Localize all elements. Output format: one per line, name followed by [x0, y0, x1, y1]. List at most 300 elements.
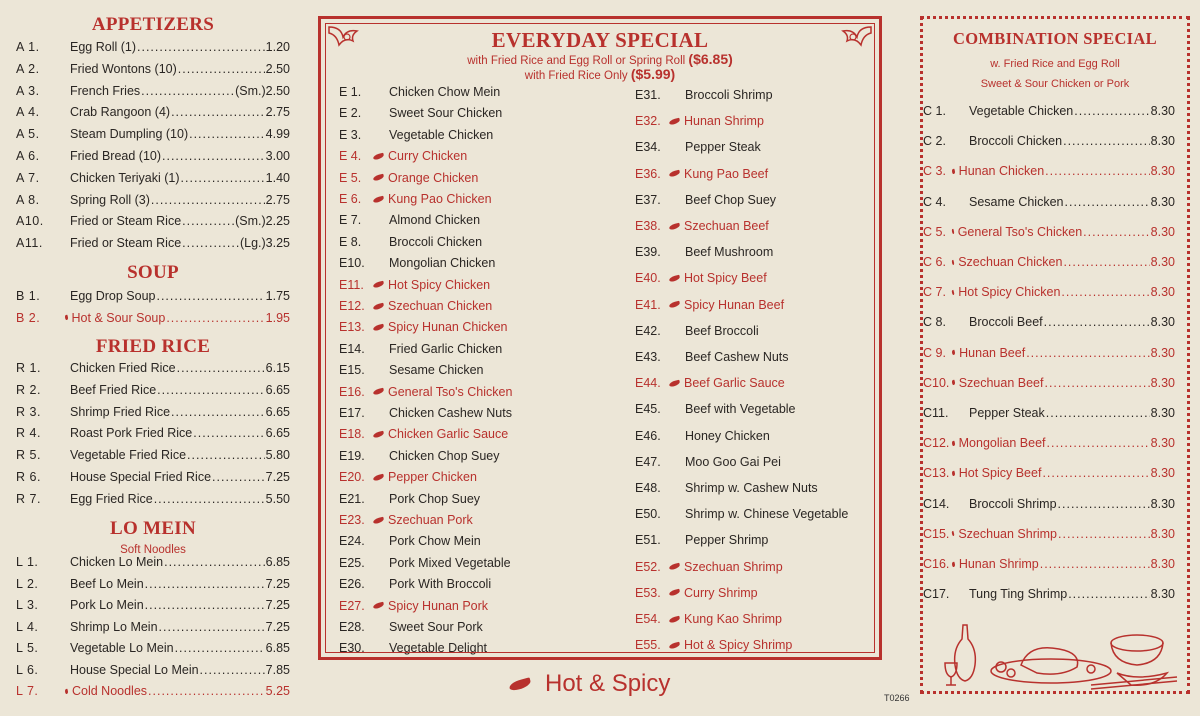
- item-name: Broccoli Shrimp: [969, 496, 1057, 511]
- chili-pepper-icon: [951, 380, 955, 386]
- item-name: Shrimp Fried Rice: [70, 404, 171, 419]
- item-code: C15.: [923, 526, 950, 541]
- item-code: R 2.: [16, 382, 41, 397]
- corner-ornament-icon: [825, 25, 873, 55]
- item-name: Beef Fried Rice: [70, 382, 157, 397]
- fried-rice-title: FRIED RICE: [95, 336, 211, 357]
- item-name: Szechuan Beef: [958, 375, 1044, 390]
- item-code: E34.: [635, 140, 661, 155]
- list-item: [16, 211, 290, 231]
- item-size: (Sm.): [235, 83, 266, 98]
- item-code: E31.: [635, 88, 661, 102]
- list-item: [16, 595, 290, 615]
- list-item: [16, 81, 290, 101]
- item-name: Egg Roll (1): [70, 40, 136, 54]
- item-code: A11.: [16, 236, 43, 251]
- chili-pepper-icon: [373, 152, 385, 160]
- item-name: Hunan Shrimp: [684, 114, 764, 129]
- list-item: [339, 168, 478, 188]
- chili-pepper-icon: [669, 301, 681, 309]
- item-name: Spring Roll (3): [70, 192, 150, 207]
- item-name: Hot Spicy Chicken: [958, 285, 1061, 300]
- list-item: [16, 423, 290, 443]
- item-code: E24.: [339, 534, 365, 549]
- item-code: C 6.: [923, 255, 946, 269]
- item-code: E38.: [635, 219, 661, 233]
- chili-pepper-icon: [64, 688, 68, 694]
- leader-dots: [162, 149, 265, 163]
- list-item: [339, 275, 490, 295]
- item-price: 2.25: [265, 214, 290, 229]
- item-code: C 1.: [923, 104, 946, 118]
- chili-pepper-icon: [64, 315, 68, 320]
- item-code: R 3.: [16, 404, 41, 419]
- leader-dots: [164, 555, 265, 569]
- item-price: 6.65: [265, 404, 290, 419]
- list-item: [339, 210, 480, 230]
- list-item: [339, 424, 508, 444]
- item-code: E20.: [339, 470, 365, 485]
- item-name: Spicy Hunan Chicken: [388, 320, 508, 335]
- everyday-special-line2: [321, 66, 879, 82]
- list-item: [16, 552, 290, 572]
- leader-dots: [154, 492, 265, 506]
- item-code: C10.: [923, 375, 950, 390]
- item-name: General Tso's Chicken: [388, 384, 513, 399]
- chili-pepper-icon: [951, 289, 954, 294]
- item-name: Broccoli Beef: [969, 315, 1043, 330]
- item-code: R 6.: [16, 470, 41, 484]
- item-name: Beef Chop Suey: [685, 192, 777, 207]
- list-item: [16, 102, 290, 122]
- chili-pepper-icon: [669, 641, 681, 649]
- list-item: [339, 446, 499, 466]
- leader-dots: [1045, 164, 1150, 178]
- item-name: Roast Pork Fried Rice: [70, 426, 193, 441]
- item-code: E25.: [339, 555, 365, 570]
- item-code: E44.: [635, 376, 661, 391]
- leader-dots: [137, 40, 265, 54]
- item-name: Fried Bread (10): [70, 149, 162, 163]
- item-code: E55.: [635, 638, 661, 653]
- item-name: Szechuan Chicken: [388, 299, 493, 313]
- list-item: [635, 478, 818, 498]
- item-name: Chicken Chop Suey: [389, 448, 500, 463]
- item-code: E18.: [339, 427, 365, 442]
- leader-dots: [189, 127, 265, 141]
- item-code: C13.: [923, 466, 950, 481]
- chili-pepper-icon: [669, 563, 681, 571]
- leader-dots: [1063, 134, 1150, 148]
- item-price: 6.65: [265, 426, 290, 441]
- item-name: Beef Broccoli: [685, 323, 759, 338]
- item-name: Egg Drop Soup: [70, 289, 156, 303]
- list-item: [635, 557, 783, 577]
- list-item: [16, 660, 290, 680]
- item-price: 6.65: [265, 382, 290, 397]
- chili-pepper-icon: [951, 169, 955, 175]
- list-item: [635, 268, 767, 288]
- leader-dots: [187, 448, 265, 462]
- item-code: A 7.: [16, 170, 40, 185]
- item-name: Pepper Chicken: [388, 470, 477, 485]
- item-price: 1.95: [265, 310, 290, 325]
- item-price: 5.50: [265, 491, 290, 506]
- item-price: 8.30: [1150, 526, 1175, 541]
- everyday-special-title: EVERYDAY SPECIAL: [491, 28, 709, 52]
- item-name: Tung Ting Shrimp: [969, 587, 1068, 602]
- item-name: Sweet Sour Pork: [389, 620, 483, 634]
- item-code: E32.: [635, 114, 661, 129]
- item-name: Hot Spicy Chicken: [388, 277, 491, 292]
- chili-pepper-icon: [951, 229, 954, 234]
- leader-dots: [1058, 497, 1150, 511]
- item-price: 6.85: [265, 555, 290, 569]
- item-price: 7.25: [265, 470, 290, 484]
- chili-pepper-icon: [669, 275, 681, 283]
- item-code: C14.: [923, 496, 950, 511]
- item-code: E43.: [635, 350, 661, 364]
- item-name: Egg Fried Rice: [70, 491, 153, 506]
- item-code: E45.: [635, 402, 661, 417]
- item-price: 7.25: [265, 598, 290, 612]
- list-item: [16, 617, 290, 637]
- leader-dots: [159, 620, 265, 634]
- item-name: Shrimp Lo Mein: [70, 619, 158, 634]
- list-item: [339, 125, 493, 145]
- item-code: L 1.: [16, 555, 39, 569]
- item-name: Pepper Shrimp: [685, 533, 769, 548]
- list-item: [16, 233, 290, 253]
- footer-code: T0266: [884, 693, 910, 703]
- list-item: [339, 617, 483, 637]
- item-name: Chicken Lo Mein: [70, 555, 164, 569]
- list-item: [635, 321, 759, 341]
- item-code: A 2.: [16, 61, 40, 76]
- item-name: Broccoli Shrimp: [685, 88, 773, 102]
- item-name: Chicken Chow Mein: [389, 85, 501, 99]
- item-code: E42.: [635, 323, 661, 338]
- item-code: C 9.: [923, 345, 946, 360]
- item-name: Vegetable Chicken: [389, 127, 494, 142]
- item-price: 6.15: [265, 361, 290, 375]
- item-code: E23.: [339, 513, 365, 527]
- item-code: C 2.: [923, 134, 946, 149]
- item-code: L 2.: [16, 576, 39, 591]
- leader-dots: [212, 470, 265, 484]
- chili-pepper-icon: [508, 677, 532, 691]
- item-name: Cold Noodles: [71, 684, 148, 698]
- combination-special-box: [920, 16, 1190, 694]
- list-item: [16, 190, 290, 210]
- item-name: Szechuan Shrimp: [958, 526, 1058, 541]
- item-code: A 4.: [16, 105, 40, 120]
- lo-mein-subtitle: Soft Noodles: [120, 544, 186, 556]
- list-item: [339, 339, 502, 359]
- item-code: E21.: [339, 491, 365, 506]
- item-price: 8.30: [1150, 466, 1175, 481]
- item-code: E50.: [635, 507, 661, 522]
- list-item: [923, 282, 1175, 302]
- list-item: [16, 59, 290, 79]
- chili-pepper-icon: [373, 281, 385, 289]
- item-code: E 4.: [339, 149, 362, 164]
- item-code: B 2.: [16, 310, 41, 325]
- leader-dots: [1063, 255, 1149, 269]
- item-name: Pork Chop Suey: [389, 491, 481, 506]
- list-item: [16, 380, 290, 400]
- item-name: Hot Spicy Beef: [958, 466, 1042, 481]
- item-code: C16.: [923, 557, 950, 571]
- leader-dots: [141, 84, 234, 98]
- chili-pepper-icon: [373, 324, 385, 332]
- list-item: [339, 531, 481, 551]
- item-name: Hot Spicy Beef: [684, 271, 767, 286]
- item-price: 8.30: [1150, 194, 1175, 209]
- chili-pepper-icon: [951, 350, 955, 356]
- item-price: 8.30: [1150, 104, 1175, 118]
- leader-dots: [182, 214, 234, 228]
- hot-spicy-legend: [508, 670, 670, 698]
- leader-dots: [1026, 346, 1149, 360]
- item-name: Orange Chicken: [388, 170, 479, 185]
- list-item: [339, 360, 484, 380]
- leader-dots: [181, 171, 265, 185]
- item-price: 8.30: [1150, 496, 1175, 511]
- leader-dots: [177, 361, 265, 375]
- list-item: [16, 681, 290, 701]
- list-item: [16, 308, 290, 328]
- item-name: Kung Pao Chicken: [388, 192, 492, 206]
- item-code: C 8.: [923, 315, 946, 330]
- list-item: [635, 164, 768, 184]
- list-item: [16, 574, 290, 594]
- item-name: Steam Dumpling (10): [70, 127, 189, 142]
- list-item: [16, 402, 290, 422]
- chili-pepper-icon: [951, 561, 955, 567]
- list-item: [339, 82, 500, 102]
- leader-dots: [1047, 436, 1150, 450]
- item-name: Mongolian Chicken: [389, 256, 496, 271]
- item-name: Pork Mixed Vegetable: [389, 555, 511, 570]
- chili-pepper-icon: [951, 259, 954, 264]
- leader-dots: [171, 405, 265, 419]
- everyday-line2-text: with Fried Rice Only: [524, 70, 628, 82]
- item-code: E11.: [339, 277, 364, 292]
- item-name: Szechuan Pork: [388, 513, 473, 527]
- list-item: [16, 445, 290, 465]
- item-code: E16.: [339, 384, 365, 399]
- leader-dots: [193, 426, 264, 440]
- item-name: Moo Goo Gai Pei: [685, 454, 781, 469]
- list-item: [339, 382, 512, 402]
- item-code: E12.: [339, 299, 365, 313]
- everyday-line1-price: ($6.85): [688, 51, 733, 67]
- list-item: [339, 296, 492, 316]
- soup-title: SOUP: [127, 262, 179, 283]
- list-item: [635, 399, 796, 419]
- leader-dots: [178, 62, 265, 76]
- leader-dots: [166, 311, 264, 325]
- item-code: C17.: [923, 587, 950, 602]
- item-name: French Fries: [70, 83, 141, 98]
- chili-pepper-icon: [669, 170, 681, 178]
- item-name: Hunan Chicken: [958, 164, 1045, 179]
- list-item: [635, 111, 764, 131]
- item-name: Broccoli Chicken: [969, 134, 1063, 149]
- appetizers-title: APPETIZERS: [91, 14, 215, 35]
- item-code: E19.: [339, 448, 365, 463]
- item-name: Mongolian Beef: [958, 436, 1046, 451]
- item-name: House Special Fried Rice: [70, 470, 212, 484]
- item-code: L 3.: [16, 598, 39, 612]
- leader-dots: [1042, 466, 1149, 480]
- chili-pepper-icon: [669, 117, 681, 125]
- item-code: E37.: [635, 192, 661, 207]
- chili-pepper-icon: [373, 174, 385, 182]
- item-code: E17.: [339, 406, 365, 420]
- item-code: E46.: [635, 428, 661, 443]
- chili-pepper-icon: [669, 589, 681, 597]
- item-code: E 2.: [339, 106, 362, 121]
- item-name: Spicy Hunan Beef: [684, 297, 785, 312]
- item-name: Vegetable Fried Rice: [70, 448, 187, 463]
- item-code: C 7.: [923, 285, 946, 300]
- item-name: Beef Garlic Sauce: [684, 376, 785, 391]
- item-name: Pork With Broccoli: [389, 577, 492, 592]
- chili-pepper-icon: [373, 473, 385, 481]
- leader-dots: [1044, 315, 1150, 329]
- item-code: C11.: [923, 406, 949, 420]
- everyday-line2-price: ($5.99): [630, 66, 676, 82]
- item-price: 2.75: [265, 192, 290, 207]
- item-price: 8.30: [1150, 406, 1175, 420]
- item-name: Broccoli Chicken: [389, 234, 483, 249]
- list-item: [923, 161, 1175, 181]
- chili-pepper-icon: [951, 440, 955, 446]
- combination-special-title: COMBINATION SPECIAL: [953, 29, 1157, 48]
- list-item: [635, 373, 785, 393]
- list-item: [635, 347, 789, 367]
- item-code: R 7.: [16, 491, 41, 506]
- item-code: E41.: [635, 297, 661, 312]
- everyday-line1-text: with Fried Rice and Egg Roll or Spring Roll: [467, 55, 686, 67]
- list-item: [635, 137, 761, 157]
- item-code: E15.: [339, 363, 365, 378]
- leader-dots: [156, 289, 264, 303]
- item-name: Szechuan Chicken: [958, 255, 1063, 269]
- list-item: [923, 312, 1175, 332]
- leader-dots: [1065, 195, 1150, 209]
- list-item: [635, 242, 773, 262]
- list-item: [339, 489, 480, 509]
- corner-ornament-icon: [327, 25, 375, 55]
- item-code: E10.: [339, 256, 365, 271]
- item-name: Hot & Sour Soup: [71, 310, 166, 325]
- item-code: L 4.: [16, 619, 39, 634]
- chili-pepper-icon: [373, 602, 385, 610]
- item-code: L 5.: [16, 641, 39, 655]
- everyday-special-box: [318, 16, 882, 660]
- item-price: 6.85: [265, 641, 290, 655]
- list-item: [339, 253, 495, 273]
- item-price: 8.30: [1150, 345, 1175, 360]
- item-name: Szechuan Beef: [684, 219, 769, 233]
- item-price: 8.30: [1150, 557, 1175, 571]
- item-name: Sesame Chicken: [389, 363, 484, 378]
- leader-dots: [171, 105, 265, 119]
- list-item: [923, 131, 1175, 151]
- item-code: E 6.: [339, 192, 362, 206]
- legend-label: Hot & Spicy: [545, 670, 671, 697]
- list-item: [635, 426, 770, 446]
- item-price: 8.30: [1150, 255, 1175, 269]
- list-item: [339, 146, 467, 166]
- item-code: E47.: [635, 454, 661, 469]
- item-code: E 8.: [339, 234, 362, 249]
- item-code: E 5.: [339, 170, 362, 185]
- item-price: 8.30: [1150, 375, 1175, 390]
- list-item: [339, 189, 492, 209]
- list-item: [16, 124, 290, 144]
- item-name: Kung Pao Beef: [684, 166, 769, 181]
- item-price: 7.85: [265, 662, 290, 677]
- list-item: [16, 168, 290, 188]
- item-name: Fried Wontons (10): [70, 61, 177, 76]
- everyday-special-line1: [321, 51, 879, 67]
- item-name: Vegetable Chicken: [969, 104, 1074, 118]
- chili-pepper-icon: [373, 516, 385, 524]
- list-item: [339, 638, 487, 658]
- item-code: E26.: [339, 577, 365, 592]
- list-item: [635, 190, 776, 210]
- list-item: [635, 530, 768, 550]
- leader-dots: [175, 641, 265, 655]
- item-code: L 7.: [16, 684, 39, 698]
- item-code: R 5.: [16, 448, 41, 463]
- item-name: Curry Chicken: [388, 149, 468, 164]
- item-code: A 8.: [16, 192, 40, 207]
- item-price: 8.30: [1150, 134, 1175, 149]
- item-size: (Lg.): [239, 236, 266, 251]
- lo-mein-title: LO MEIN: [109, 518, 197, 539]
- item-name: Chicken Garlic Sauce: [388, 427, 509, 442]
- list-item: [635, 216, 769, 236]
- list-item: [923, 584, 1175, 604]
- list-item: [635, 85, 773, 105]
- list-item: [923, 373, 1175, 393]
- item-price: 5.25: [265, 684, 290, 698]
- item-code: E36.: [635, 166, 661, 181]
- item-price: 8.30: [1150, 436, 1175, 451]
- item-code: C 5.: [923, 224, 946, 239]
- leader-dots: [1058, 527, 1150, 541]
- item-name: Chicken Teriyaki (1): [70, 170, 180, 185]
- item-price: 2.75: [265, 105, 290, 120]
- chili-pepper-icon: [951, 531, 955, 536]
- list-item: [635, 295, 784, 315]
- leader-dots: [1074, 104, 1149, 118]
- list-item: [923, 222, 1175, 242]
- item-name: Fried or Steam Rice: [70, 214, 182, 229]
- list-item: [16, 638, 290, 658]
- list-item: [339, 232, 482, 252]
- item-price: 1.75: [265, 289, 290, 303]
- list-item: [635, 583, 758, 603]
- chili-pepper-icon: [373, 302, 385, 310]
- item-name: Pork Chow Mein: [389, 534, 481, 549]
- item-code: E52.: [635, 559, 661, 574]
